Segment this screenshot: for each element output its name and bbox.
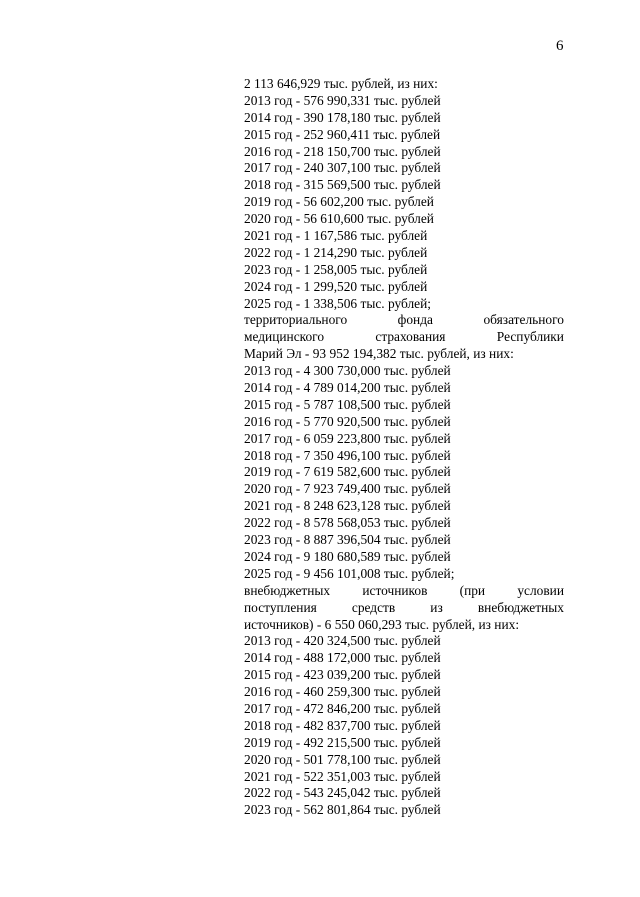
regional-year-line: 2013 год - 576 990,331 тыс. рублей — [244, 92, 441, 108]
heading-word: внебюджетных — [477, 599, 564, 615]
heading-word: медицинского — [244, 329, 325, 345]
regional-year-line: 2024 год - 1 299,520 тыс. рублей — [244, 278, 428, 294]
tfoms-year-line: 2014 год - 4 789 014,200 тыс. рублей — [244, 380, 451, 396]
heading-word: средств — [351, 599, 396, 615]
extrabudgetary-year-list — [244, 633, 564, 819]
heading-word: из — [430, 599, 443, 615]
extrabudgetary-year-line: 2018 год - 482 837,700 тыс. рублей — [244, 717, 441, 733]
tfoms-year-line: 2016 год - 5 770 920,500 тыс. рублей — [244, 413, 451, 429]
extrabudgetary-total: источников) - 6 550 060,293 тыс. рублей, из них: — [244, 616, 520, 632]
heading-word: источников — [362, 582, 428, 598]
tfoms-year-line: 2015 год - 5 787 108,500 тыс. рублей — [244, 396, 451, 412]
tfoms-year-line: 2017 год - 6 059 223,800 тыс. рублей — [244, 430, 451, 446]
heading-word: территориального — [244, 312, 348, 328]
page-number: 6 — [556, 38, 564, 54]
extrabudgetary-year-line: 2022 год - 543 245,042 тыс. рублей — [244, 785, 441, 801]
extrabudgetary-year-line: 2020 год - 501 778,100 тыс. рублей — [244, 751, 441, 767]
tfoms-year-list — [244, 363, 564, 583]
tfoms-year-line: 2019 год - 7 619 582,600 тыс. рублей — [244, 464, 451, 480]
regional-year-line: 2023 год - 1 258,005 тыс. рублей — [244, 261, 428, 277]
extrabudgetary-year-line: 2019 год - 492 215,500 тыс. рублей — [244, 734, 441, 750]
regional-year-line: 2017 год - 240 307,100 тыс. рублей — [244, 160, 441, 176]
tfoms-year-line: 2013 год - 4 300 730,000 тыс. рублей — [244, 363, 451, 379]
extrabudgetary-year-line: 2016 год - 460 259,300 тыс. рублей — [244, 684, 441, 700]
heading-word: обязательного — [483, 312, 564, 328]
regional-year-line: 2021 год - 1 167,586 тыс. рублей — [244, 228, 428, 244]
extrabudgetary-year-line: 2017 год - 472 846,200 тыс. рублей — [244, 700, 441, 716]
extrabudgetary-year-line: 2014 год - 488 172,000 тыс. рублей — [244, 650, 441, 666]
tfoms-total: Марий Эл - 93 952 194,382 тыс. рублей, из них: — [244, 346, 514, 362]
tfoms-heading-line — [244, 312, 564, 329]
tfoms-year-line: 2024 год - 9 180 680,589 тыс. рублей — [244, 548, 451, 564]
tfoms-year-line: 2020 год - 7 923 749,400 тыс. рублей — [244, 481, 451, 497]
tfoms-year-line: 2018 год - 7 350 496,100 тыс. рублей — [244, 447, 451, 463]
regional-year-line: 2015 год - 252 960,411 тыс. рублей — [244, 126, 441, 142]
extrabudgetary-heading-line — [244, 600, 564, 617]
regional-year-line: 2019 год - 56 602,200 тыс. рублей — [244, 194, 434, 210]
extrabudgetary-heading-line — [244, 583, 564, 600]
extrabudgetary-year-line: 2013 год - 420 324,500 тыс. рублей — [244, 633, 441, 649]
tfoms-year-line: 2021 год - 8 248 623,128 тыс. рублей — [244, 498, 451, 514]
tfoms-year-line: 2025 год - 9 456 101,008 тыс. рублей; — [244, 565, 455, 581]
regional-year-list — [244, 93, 564, 313]
heading-word: Республики — [496, 329, 564, 345]
regional-year-line: 2018 год - 315 569,500 тыс. рублей — [244, 177, 441, 193]
regional-year-line: 2022 год - 1 214,290 тыс. рублей — [244, 244, 428, 260]
extrabudgetary-year-line: 2021 год - 522 351,003 тыс. рублей — [244, 768, 441, 784]
document-body — [244, 76, 564, 819]
regional-total: 2 113 646,929 тыс. рублей, из них: — [244, 76, 438, 91]
tfoms-heading-line — [244, 329, 564, 346]
tfoms-year-line: 2023 год - 8 887 396,504 тыс. рублей — [244, 532, 451, 548]
extrabudgetary-year-line: 2023 год - 562 801,864 тыс. рублей — [244, 802, 441, 818]
heading-word: (при — [459, 582, 486, 598]
heading-word: внебюджетных — [244, 582, 331, 598]
heading-word: условии — [517, 582, 564, 598]
heading-word: поступления — [244, 599, 317, 615]
heading-word: страхования — [375, 329, 446, 345]
regional-year-line: 2016 год - 218 150,700 тыс. рублей — [244, 143, 441, 159]
regional-year-line: 2014 год - 390 178,180 тыс. рублей — [244, 109, 441, 125]
extrabudgetary-year-line: 2015 год - 423 039,200 тыс. рублей — [244, 667, 441, 683]
tfoms-year-line: 2022 год - 8 578 568,053 тыс. рублей — [244, 515, 451, 531]
regional-year-line: 2020 год - 56 610,600 тыс. рублей — [244, 211, 434, 227]
heading-word: фонда — [397, 312, 433, 328]
regional-year-line: 2025 год - 1 338,506 тыс. рублей; — [244, 295, 431, 311]
